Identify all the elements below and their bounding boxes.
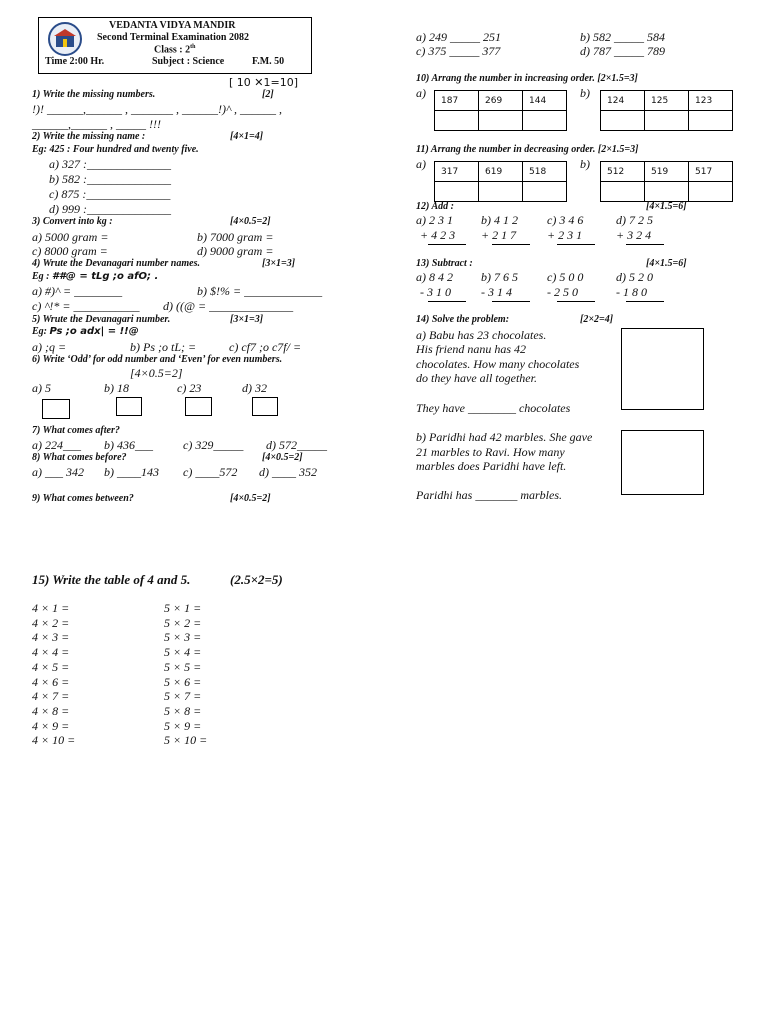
q4-mark: [3×1=3] bbox=[262, 258, 296, 269]
q10-b-number: 123 bbox=[689, 91, 733, 111]
q10-b-number: 124 bbox=[601, 91, 645, 111]
multiplication-row: 4 × 10 = bbox=[32, 733, 76, 748]
q7-item-b: b) 436___ bbox=[104, 438, 153, 452]
q10-label-b: b) bbox=[580, 86, 590, 100]
q4-item-d: d) ((@ = ______________ bbox=[163, 299, 294, 313]
q12-sum-line-c bbox=[557, 244, 595, 245]
q12-mark: [4×1.5=6] bbox=[646, 201, 687, 212]
q11-label-b: b) bbox=[580, 157, 590, 171]
q2-title: 2) Write the missing name : bbox=[32, 131, 146, 142]
q4-item-a: a) #)^ = ________ bbox=[32, 284, 123, 298]
q13-top-c: c) 5 0 0 bbox=[547, 270, 584, 284]
q10-a-number: 144 bbox=[523, 91, 567, 111]
q10-table-b bbox=[600, 90, 733, 131]
q4-example: Eg : ##@ = tLg ;o afO; . bbox=[32, 271, 159, 282]
q14-a-answer: They have ________ chocolates bbox=[416, 401, 571, 415]
q14-a-line: do they have all together. bbox=[416, 371, 537, 385]
q2-mark: [4×1=4] bbox=[230, 131, 264, 142]
q8-title: 8) What comes before? bbox=[32, 452, 127, 463]
q11-a-number: 518 bbox=[523, 162, 567, 182]
q13-bottom-c: - 2 5 0 bbox=[547, 285, 578, 299]
q12-sum-line-a bbox=[428, 244, 466, 245]
q7-item-a: a) 224___ bbox=[32, 438, 81, 452]
q13-diff-line-b bbox=[492, 301, 530, 302]
q14-b-line: b) Paridhi had 42 marbles. She gave bbox=[416, 430, 593, 444]
multiplication-row: 5 × 4 = bbox=[164, 645, 202, 660]
q14-b-answer: Paridhi has _______ marbles. bbox=[416, 488, 563, 502]
q10-label-a: a) bbox=[416, 86, 426, 100]
multiplication-row: 4 × 2 = bbox=[32, 615, 70, 630]
multiplication-row: 5 × 3 = bbox=[164, 630, 202, 645]
full-marks: F.M. 50 bbox=[252, 56, 285, 67]
q4-title: 4) Wrute the Devanagari number names. bbox=[32, 258, 200, 269]
q1-line-2: ______,______ , _____ !!! bbox=[32, 117, 161, 131]
q13-bottom-a: - 3 1 0 bbox=[420, 285, 451, 299]
q11-a-answer-cell[interactable] bbox=[479, 182, 523, 202]
q11-b-answer-cell[interactable] bbox=[645, 182, 689, 202]
q2-example: Eg: 425 : Four hundred and twenty five. bbox=[32, 144, 199, 155]
q4-item-b: b) $!% = _____________ bbox=[197, 284, 323, 298]
q8-item-d: d) ____ 352 bbox=[259, 465, 317, 479]
multiplication-row: 4 × 3 = bbox=[32, 630, 70, 645]
q13-bottom-d: - 1 8 0 bbox=[616, 285, 647, 299]
q3-item-b: b) 7000 gram = bbox=[197, 230, 274, 244]
q9-item-a: a) 249 _____ 251 bbox=[416, 30, 501, 44]
q10-b-answer-cell[interactable] bbox=[689, 111, 733, 131]
q13-mark: [4×1.5=6] bbox=[646, 258, 687, 269]
q10-a-number: 269 bbox=[479, 91, 523, 111]
q11-b-answer-cell[interactable] bbox=[601, 182, 645, 202]
q5-item-a: a) ;q = bbox=[32, 340, 67, 354]
q9-item-c: c) 375 _____ 377 bbox=[416, 44, 501, 58]
q6-item-a: a) 5 bbox=[32, 381, 51, 395]
q10-title: 10) Arrang the number in increasing order. [2×1.5=3] bbox=[416, 73, 638, 84]
multiplication-row: 4 × 9 = bbox=[32, 718, 70, 733]
q9-title: 9) What comes between? bbox=[32, 493, 134, 504]
q14-a-line: chocolates. How many chocolates bbox=[416, 357, 580, 371]
multiplication-row: 4 × 6 = bbox=[32, 674, 70, 689]
school-logo-icon bbox=[45, 21, 85, 57]
q14-b-line: 21 marbles to Ravi. How many bbox=[416, 445, 565, 459]
q10-a-answer-cell[interactable] bbox=[523, 111, 567, 131]
q1-title: 1) Write the missing numbers. bbox=[32, 89, 156, 100]
q2-item-a: a) 327 :______________ bbox=[49, 157, 171, 171]
q13-diff-line-a bbox=[428, 301, 466, 302]
q12-top-b: b) 4 1 2 bbox=[481, 213, 518, 227]
q12-sum-line-d bbox=[626, 244, 664, 245]
q5-mark: [3×1=3] bbox=[230, 314, 264, 325]
multiplication-row: 5 × 9 = bbox=[164, 718, 202, 733]
q14-a-work-box[interactable] bbox=[621, 328, 704, 410]
q8-item-a: a) ___ 342 bbox=[32, 465, 84, 479]
q5-example: Eg: Ps ;o adx| = !!@ bbox=[32, 326, 139, 337]
q10-b-number: 125 bbox=[645, 91, 689, 111]
q11-a-number: 317 bbox=[435, 162, 479, 182]
q6-answer-box-b[interactable] bbox=[116, 397, 142, 416]
q10-b-answer-cell[interactable] bbox=[645, 111, 689, 131]
q13-diff-line-c bbox=[557, 301, 595, 302]
q13-top-b: b) 7 6 5 bbox=[481, 270, 518, 284]
q11-a-answer-cell[interactable] bbox=[523, 182, 567, 202]
q14-b-work-box[interactable] bbox=[621, 430, 704, 495]
q10-table-a bbox=[434, 90, 567, 131]
q14-a-line: a) Babu has 23 chocolates. bbox=[416, 328, 547, 342]
q6-answer-box-d[interactable] bbox=[252, 397, 278, 416]
q11-table-a bbox=[434, 161, 567, 202]
q2-item-b: b) 582 :______________ bbox=[49, 172, 171, 186]
q7-item-c: c) 329_____ bbox=[183, 438, 244, 452]
q13-title: 13) Subtract : bbox=[416, 258, 473, 269]
q5-item-c: c) cf7 ;o c7f/ = bbox=[229, 340, 302, 354]
q2-item-d: d) 999 :______________ bbox=[49, 202, 171, 216]
multiplication-row: 5 × 5 = bbox=[164, 659, 202, 674]
multiplication-row: 4 × 8 = bbox=[32, 703, 70, 718]
q9-item-b: b) 582 _____ 584 bbox=[580, 30, 665, 44]
multiplication-row: 5 × 7 = bbox=[164, 689, 202, 704]
q7-title: 7) What comes after? bbox=[32, 425, 120, 436]
q3-mark: [4×0.5=2] bbox=[230, 216, 271, 227]
q1-line-1: !)! ______,______ , _______ , ______!)^ , ______ , bbox=[32, 102, 283, 116]
exam-name: Second Terminal Examination 2082 bbox=[97, 32, 249, 43]
q12-title: 12) Add : bbox=[416, 201, 454, 212]
exam-subject: Subject : Science bbox=[152, 56, 225, 67]
q10-a-answer-cell[interactable] bbox=[435, 111, 479, 131]
q12-top-a: a) 2 3 1 bbox=[416, 213, 453, 227]
q12-bottom-a: + 4 2 3 bbox=[420, 228, 456, 242]
school-name: VEDANTA VIDYA MANDIR bbox=[109, 20, 236, 31]
multiplication-row: 5 × 10 = bbox=[164, 733, 208, 748]
q14-b-line: marbles does Paridhi have left. bbox=[416, 459, 567, 473]
q11-label-a: a) bbox=[416, 157, 426, 171]
q14-a-line: His friend nanu has 42 bbox=[416, 342, 527, 356]
q5-item-b: b) Ps ;o tL; = bbox=[130, 340, 197, 354]
multiplication-row: 5 × 8 = bbox=[164, 703, 202, 718]
q15-mark: (2.5×2=5) bbox=[230, 572, 283, 587]
q12-bottom-c: + 2 3 1 bbox=[547, 228, 583, 242]
q6-answer-box-c[interactable] bbox=[185, 397, 212, 416]
q12-bottom-d: + 3 2 4 bbox=[616, 228, 652, 242]
q11-b-number: 519 bbox=[645, 162, 689, 182]
multiplication-row: 5 × 1 = bbox=[164, 601, 202, 615]
q10-b-answer-cell[interactable] bbox=[601, 111, 645, 131]
multiplication-row: 5 × 2 = bbox=[164, 615, 202, 630]
q10-a-answer-cell[interactable] bbox=[479, 111, 523, 131]
q6-item-c: c) 23 bbox=[177, 381, 202, 395]
q3-item-d: d) 9000 gram = bbox=[197, 244, 274, 258]
q15-title: 15) Write the table of 4 and 5. bbox=[32, 572, 191, 587]
q6-mark: [4×0.5=2] bbox=[130, 366, 183, 380]
q3-title: 3) Convert into kg : bbox=[32, 216, 113, 227]
q2-item-c: c) 875 :______________ bbox=[49, 187, 171, 201]
q13-top-a: a) 8 4 2 bbox=[416, 270, 453, 284]
q8-item-c: c) ____572 bbox=[183, 465, 238, 479]
q12-top-d: d) 7 2 5 bbox=[616, 213, 653, 227]
q8-item-b: b) ____143 bbox=[104, 465, 159, 479]
multiplication-row: 4 × 7 = bbox=[32, 689, 70, 704]
q11-b-number: 517 bbox=[689, 162, 733, 182]
q9-mark: [4×0.5=2] bbox=[230, 493, 271, 504]
q3-item-a: a) 5000 gram = bbox=[32, 230, 109, 244]
q12-sum-line-b bbox=[492, 244, 530, 245]
q5-title: 5) Wrute the Devanagari number. bbox=[32, 314, 171, 325]
exam-time: Time 2:00 Hr. bbox=[45, 56, 105, 67]
q9-item-d: d) 787 _____ 789 bbox=[580, 44, 665, 58]
q14-title: 14) Solve the problem: bbox=[416, 314, 510, 325]
q3-item-c: c) 8000 gram = bbox=[32, 244, 108, 258]
multiplication-row: 4 × 5 = bbox=[32, 659, 70, 674]
multiplication-row: 4 × 4 = bbox=[32, 645, 70, 660]
q4-item-c: c) ^!* = ___________ bbox=[32, 299, 140, 313]
q8-mark: [4×0.5=2] bbox=[262, 452, 303, 463]
q7-item-d: d) 572_____ bbox=[266, 438, 327, 452]
q6-title: 6) Write ‘Odd’ for odd number and ‘Even’ for even numbers. bbox=[32, 354, 283, 365]
q11-b-number: 512 bbox=[601, 162, 645, 182]
q10-a-number: 187 bbox=[435, 91, 479, 111]
q13-diff-line-d bbox=[626, 301, 664, 302]
q6-answer-box-a[interactable] bbox=[42, 399, 70, 419]
q13-bottom-b: - 3 1 4 bbox=[481, 285, 512, 299]
q6-item-d: d) 32 bbox=[242, 381, 267, 395]
q6-item-b: b) 18 bbox=[104, 381, 129, 395]
multiplication-row: 5 × 6 = bbox=[164, 674, 202, 689]
q11-b-answer-cell[interactable] bbox=[689, 182, 733, 202]
q14-mark: [2×2=4] bbox=[580, 314, 614, 325]
q12-bottom-b: + 2 1 7 bbox=[481, 228, 517, 242]
q11-title: 11) Arrang the number in decreasing order. [2×1.5=3] bbox=[416, 144, 639, 155]
q1-total-marks: [ 10 ✕1=10] bbox=[229, 76, 299, 89]
class-label: Class : 2th bbox=[154, 44, 196, 56]
q11-table-b bbox=[600, 161, 733, 202]
q11-a-number: 619 bbox=[479, 162, 523, 182]
q12-top-c: c) 3 4 6 bbox=[547, 213, 584, 227]
exam-header-box bbox=[38, 17, 312, 74]
q1-mark: [2] bbox=[262, 89, 274, 100]
q11-a-answer-cell[interactable] bbox=[435, 182, 479, 202]
q13-top-d: d) 5 2 0 bbox=[616, 270, 653, 284]
multiplication-row: 4 × 1 = bbox=[32, 601, 70, 615]
